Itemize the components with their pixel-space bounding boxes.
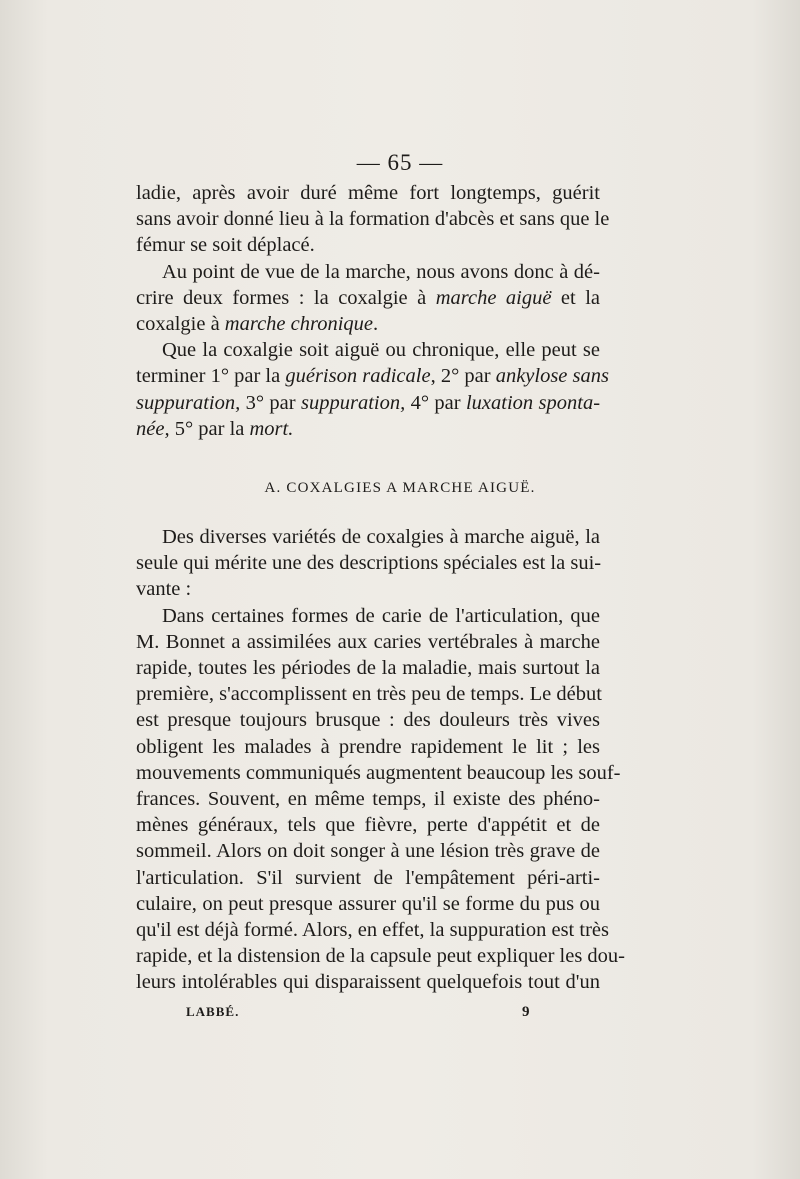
text-line: suppuration, 3° par suppuration, 4° par luxation sponta- xyxy=(136,391,601,414)
signature-mark: LABBÉ. xyxy=(186,1004,240,1019)
text-line: première, s'accomplissent en très peu de temps. Le début xyxy=(136,683,602,706)
paragraph xyxy=(136,524,600,603)
paragraph xyxy=(136,337,609,442)
text-line: crire deux formes : la coxalgie à marche aiguë et la xyxy=(136,286,600,309)
text-line: Que la coxalgie soit aiguë ou chronique, elle peut se xyxy=(162,339,600,362)
text-line: Dans certaines formes de carie de l'articulation, que xyxy=(162,604,600,627)
text-line: Des diverses variétés de coxalgies à marche aiguë, la xyxy=(162,526,600,548)
section-heading: A. COXALGIES A MARCHE AIGUË. xyxy=(264,480,536,496)
text-line: frances. Souvent, en même temps, il existe des phéno- xyxy=(136,788,600,811)
text-line: sommeil. Alors on doit songer à une lésion très grave de xyxy=(136,840,600,863)
text-line: mouvements communiqués augmentent beaucoup les souf- xyxy=(136,761,621,784)
text-line: coxalgie à marche chronique. xyxy=(136,313,379,336)
text-line: qu'il est déjà formé. Alors, en effet, la suppuration est très xyxy=(136,919,609,942)
text-line: rapide, toutes les périodes de la maladie, mais surtout la xyxy=(136,657,600,680)
text-line: ladie, après avoir duré même fort longtemps, guérit xyxy=(136,182,600,204)
page-number: — 65 — xyxy=(356,150,444,175)
text-line: obligent les malades à prendre rapidement le lit ; les xyxy=(136,735,600,758)
text-line: M. Bonnet a assimilées aux caries vertébrales à marche xyxy=(136,630,600,653)
text-line: née, 5° par la mort. xyxy=(136,417,294,440)
text-line: rapide, et la distension de la capsule peut expliquer les dou- xyxy=(136,945,625,968)
paragraph xyxy=(136,259,600,338)
sheet-number: 9 xyxy=(522,1004,530,1020)
text-line: sans avoir donné lieu à la formation d'abcès et sans que le xyxy=(136,208,610,231)
paragraph xyxy=(136,603,625,996)
text-line: l'articulation. S'il survient de l'empâtement péri-arti- xyxy=(136,866,600,889)
text-line: vante : xyxy=(136,578,192,601)
text-block-bottom xyxy=(136,524,625,996)
text-line: fémur se soit déplacé. xyxy=(136,234,315,257)
text-line: culaire, on peut presque assurer qu'il se forme du pus ou xyxy=(136,892,600,915)
paragraph xyxy=(136,180,610,259)
text-line: mènes généraux, tels que fièvre, perte d'appétit et de xyxy=(136,814,600,837)
text-line: seule qui mérite une des descriptions spéciales est la sui- xyxy=(136,552,602,575)
text-line: Au point de vue de la marche, nous avons donc à dé- xyxy=(162,260,600,283)
text-line: est presque toujours brusque : des douleurs très vives xyxy=(136,709,600,732)
text-line: terminer 1° par la guérison radicale, 2° par ankylose sans xyxy=(136,365,609,388)
text-block-top xyxy=(136,180,610,442)
text-line: leurs intolérables qui disparaissent quelquefois tout d'un xyxy=(136,971,600,994)
